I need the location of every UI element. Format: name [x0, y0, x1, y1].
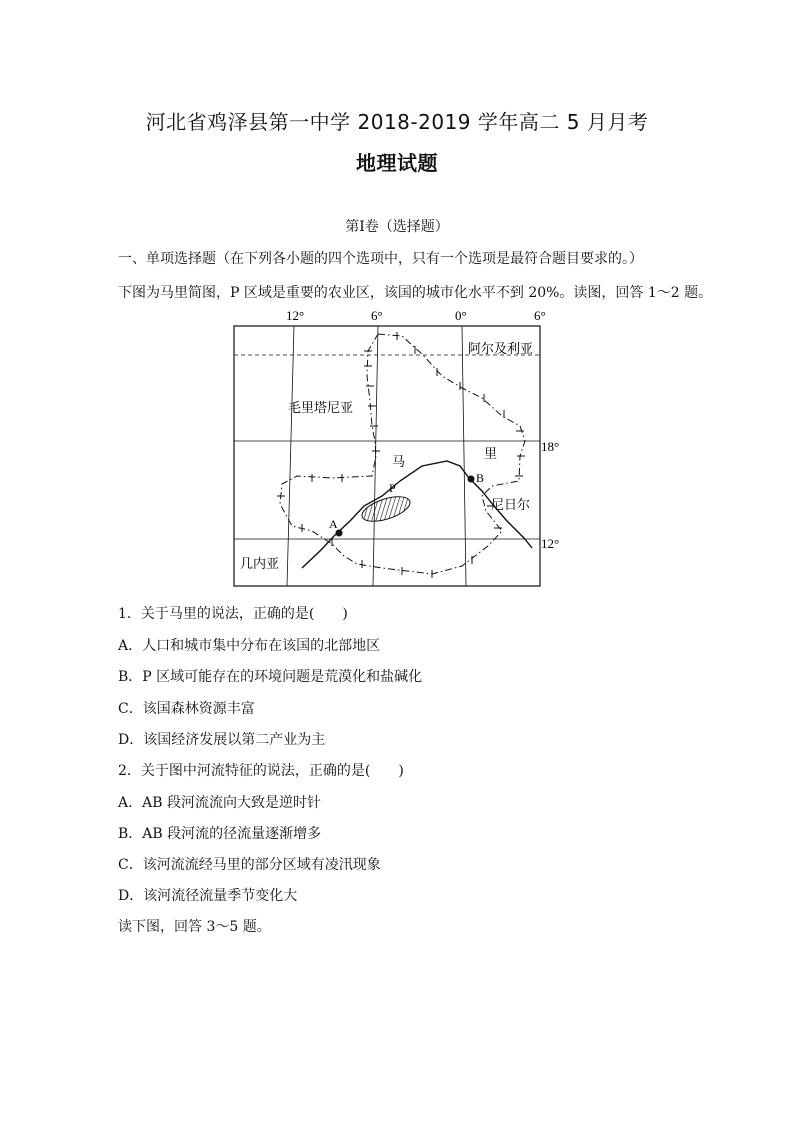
exam-title: 河北省鸡泽县第一中学 2018-2019 学年高二 5 月月考 [145, 110, 649, 134]
question-1-stem: 1．关于马里的说法，正确的是( ) [118, 606, 348, 622]
latitude-label-12n: 12° [541, 536, 560, 551]
question-1-option-c: C．该国森林资源丰富 [118, 701, 255, 717]
read-map-prompt: 读下图，回答 3～5 题。 [118, 919, 271, 935]
question-2-option-c: C．该河流流经马里的部分区域有凌汛现象 [118, 857, 381, 873]
longitude-label-12w: 12° [286, 308, 305, 323]
mali-map [232, 306, 560, 590]
latitude-label-18n: 18° [541, 439, 560, 454]
question-2-option-b: B．AB 段河流的径流量逐渐增多 [118, 826, 322, 842]
question-2-option-d: D．该河流径流量季节变化大 [118, 888, 298, 904]
label-mali-2: 里 [484, 447, 498, 462]
label-guinea: 几内亚 [240, 557, 280, 572]
question-1-option-d: D．该国经济发展以第二产业为主 [118, 732, 326, 748]
longitude-label-6w: 6° [371, 308, 383, 323]
longitude-label-6e: 6° [534, 308, 546, 323]
label-region-p: P [389, 481, 396, 495]
label-mauritania: 毛里塔尼亚 [288, 401, 354, 416]
label-mali-1: 马 [392, 455, 406, 470]
question-intro: 下图为马里简图，P 区域是重要的农业区，该国的城市化水平不到 20%。读图，回答 1～2 题。 [118, 285, 713, 301]
section-heading: 第Ⅰ卷（选择题） [345, 219, 449, 235]
exam-subject: 地理试题 [356, 151, 438, 175]
question-2-stem: 2．关于图中河流特征的说法，正确的是( ) [118, 763, 404, 779]
part-one-instruction: 一、单项选择题（在下列各小题的四个选项中，只有一个选项是最符合题目要求的。） [118, 251, 643, 267]
longitude-label-0: 0° [455, 308, 467, 323]
label-niger: 尼日尔 [491, 498, 531, 513]
question-1-option-a: A．人口和城市集中分布在该国的北部地区 [118, 638, 381, 654]
label-algeria: 阿尔及利亚 [468, 342, 534, 357]
label-point-a: A [329, 517, 338, 531]
question-1-option-b: B．P 区域可能存在的环境问题是荒漠化和盐碱化 [118, 669, 423, 685]
label-point-b: B [476, 471, 485, 485]
point-b-marker [468, 476, 475, 483]
question-2-option-a: A．AB 段河流流向大致是逆时针 [118, 795, 321, 811]
